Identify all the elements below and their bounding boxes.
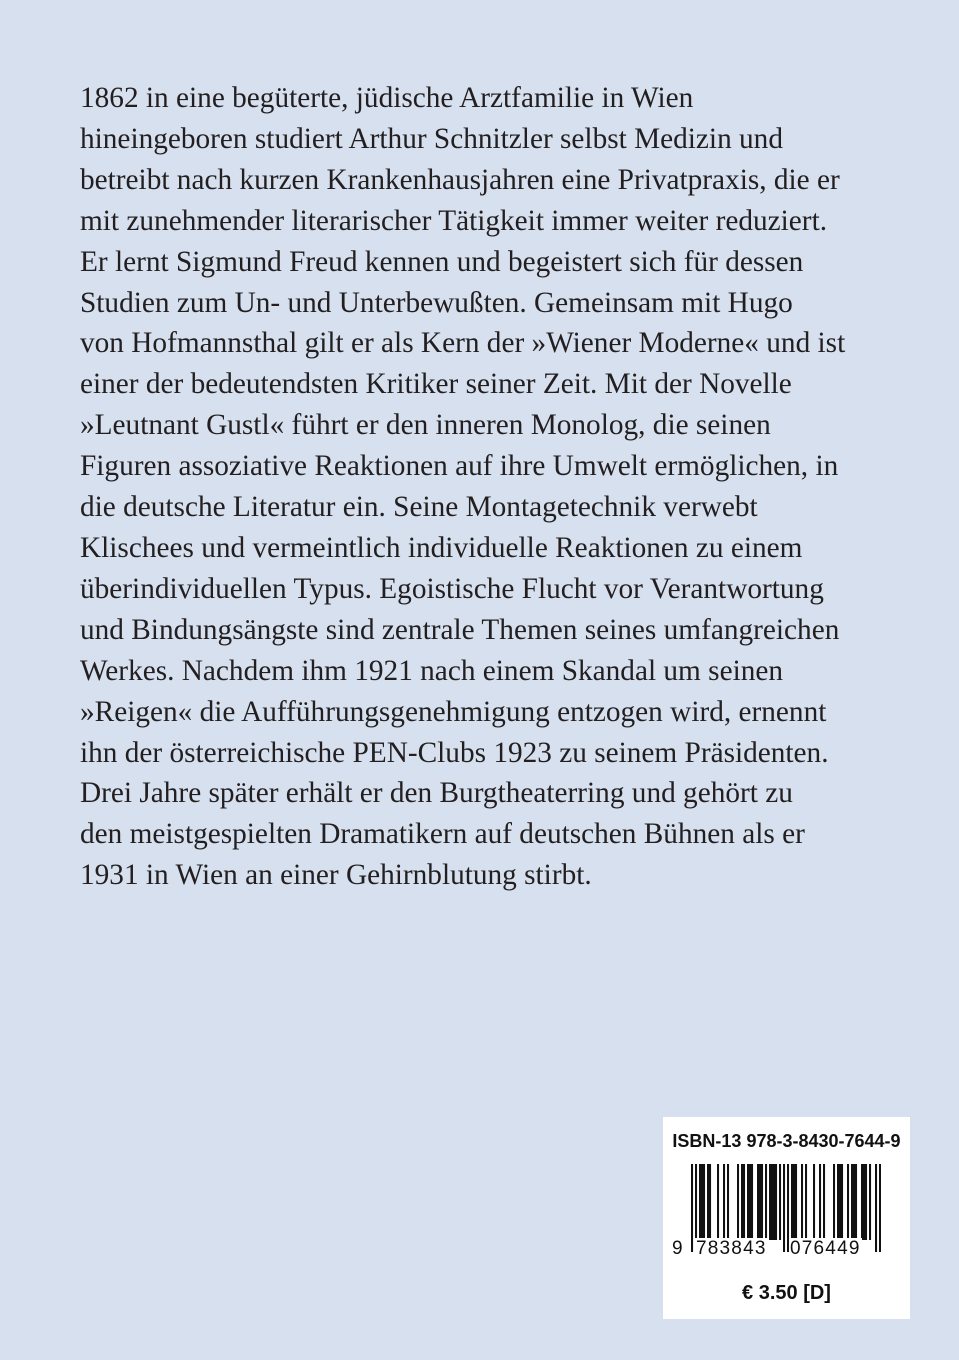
biography-line: »Leutnant Gustl« führt er den inneren Monolog, die seinen [80, 409, 771, 442]
barcode-bar [757, 1164, 759, 1240]
barcode-digits-left: 783843 [696, 1238, 767, 1259]
barcode-bar [703, 1164, 705, 1240]
biography-line: 1931 in Wien an einer Gehirnblutung stirbt. [80, 859, 592, 892]
biography-line: ihn der österreichische PEN-Clubs 1923 zu seinem Präsidenten. [80, 736, 829, 769]
barcode-bar [847, 1164, 849, 1240]
barcode-bar [717, 1164, 719, 1240]
barcode-bar [749, 1164, 751, 1240]
barcode-digit-first: 9 [672, 1238, 683, 1259]
barcode-bar [823, 1164, 825, 1240]
barcode-bar [863, 1164, 865, 1240]
barcode-bar [837, 1164, 839, 1240]
biography-line: mit zunehmender literarischer Tätigkeit immer weiter reduziert. [80, 204, 828, 237]
barcode-bar [769, 1164, 771, 1240]
biography-line: überindividuellen Typus. Egoistische Flucht vor Verantwortung [80, 572, 824, 605]
isbn-number: ISBN-13 978-3-8430-7644-9 [672, 1131, 901, 1151]
barcode-bar [775, 1164, 777, 1240]
barcode-digits [671, 1238, 903, 1264]
barcode-bar [741, 1164, 743, 1240]
barcode-bar [761, 1164, 763, 1240]
barcode-bar [723, 1164, 725, 1240]
barcode-bar [795, 1164, 797, 1240]
barcode-digits-right: 076449 [790, 1238, 861, 1259]
author-biography [80, 78, 890, 896]
barcode-bar [791, 1164, 793, 1240]
biography-line: Studien zum Un- und Unterbewußten. Gemeinsam mit Hugo [80, 286, 793, 319]
biography-line: von Hofmannsthal gilt er als Kern der »Wiener Moderne« und ist [80, 327, 846, 360]
barcode-bar [779, 1164, 781, 1240]
barcode-bar [743, 1164, 745, 1240]
barcode-bar [709, 1164, 711, 1240]
barcode-bar [751, 1164, 753, 1240]
biography-line: 1862 in eine begüterte, jüdische Arztfamilie in Wien [80, 82, 694, 114]
barcode-bar [737, 1164, 739, 1240]
barcode-bar [813, 1164, 815, 1240]
barcode-bar [839, 1164, 841, 1240]
barcode-bar [805, 1164, 807, 1240]
biography-line: Werkes. Nachdem ihm 1921 nach einem Skandal um seinen [80, 654, 784, 687]
barcode-bar [855, 1164, 857, 1240]
biography-line: die deutsche Literatur ein. Seine Montagetechnik verwebt [80, 491, 758, 524]
barcode-bar [869, 1164, 871, 1240]
barcode-bar [759, 1164, 761, 1240]
isbn-barcode-label [663, 1117, 910, 1319]
barcode-bar [851, 1164, 853, 1240]
biography-line: Figuren assoziative Reaktionen auf ihre Umwelt ermöglichen, in [80, 450, 839, 483]
biography-line: einer der bedeutendsten Kritiker seiner Zeit. Mit der Novelle [80, 368, 792, 401]
biography-line: »Reigen« die Aufführungsgenehmigung entzogen wird, ernennt [80, 695, 827, 728]
barcode-bar [701, 1164, 703, 1240]
biography-line: und Bindungsängste sind zentrale Themen seines umfangreichen [80, 613, 840, 646]
barcode-bar [841, 1164, 843, 1240]
biography-line: Er lernt Sigmund Freud kennen und begeistert sich für dessen [80, 245, 804, 278]
barcode-bar [747, 1164, 749, 1240]
biography-line: Drei Jahre später erhält er den Burgtheaterring und gehört zu [80, 777, 793, 810]
biography-line: hineingeboren studiert Arthur Schnitzler selbst Medizin und [80, 122, 783, 155]
barcode-bar [771, 1164, 773, 1240]
biography-line: Klischees und vermeintlich individuelle Reaktionen zu einem [80, 531, 803, 564]
biography-line: betreibt nach kurzen Krankenhausjahren eine Privatpraxis, die er [80, 163, 840, 196]
barcode-bar [833, 1164, 835, 1240]
barcode-bar [853, 1164, 855, 1240]
barcode-bar [819, 1164, 821, 1240]
barcode-bar [865, 1164, 867, 1240]
barcode-bar [801, 1164, 803, 1240]
biography-line: den meistgespielten Dramatikern auf deutschen Bühnen als er [80, 818, 805, 851]
barcode-bar [765, 1164, 767, 1240]
price-tag: € 3.50 [D] [742, 1282, 831, 1304]
barcode-bar [773, 1164, 775, 1240]
barcode-bar [707, 1164, 709, 1240]
barcode-bar [699, 1164, 701, 1240]
barcode-bar [793, 1164, 795, 1240]
barcode-bar [727, 1164, 729, 1240]
barcode-bar [861, 1164, 863, 1240]
